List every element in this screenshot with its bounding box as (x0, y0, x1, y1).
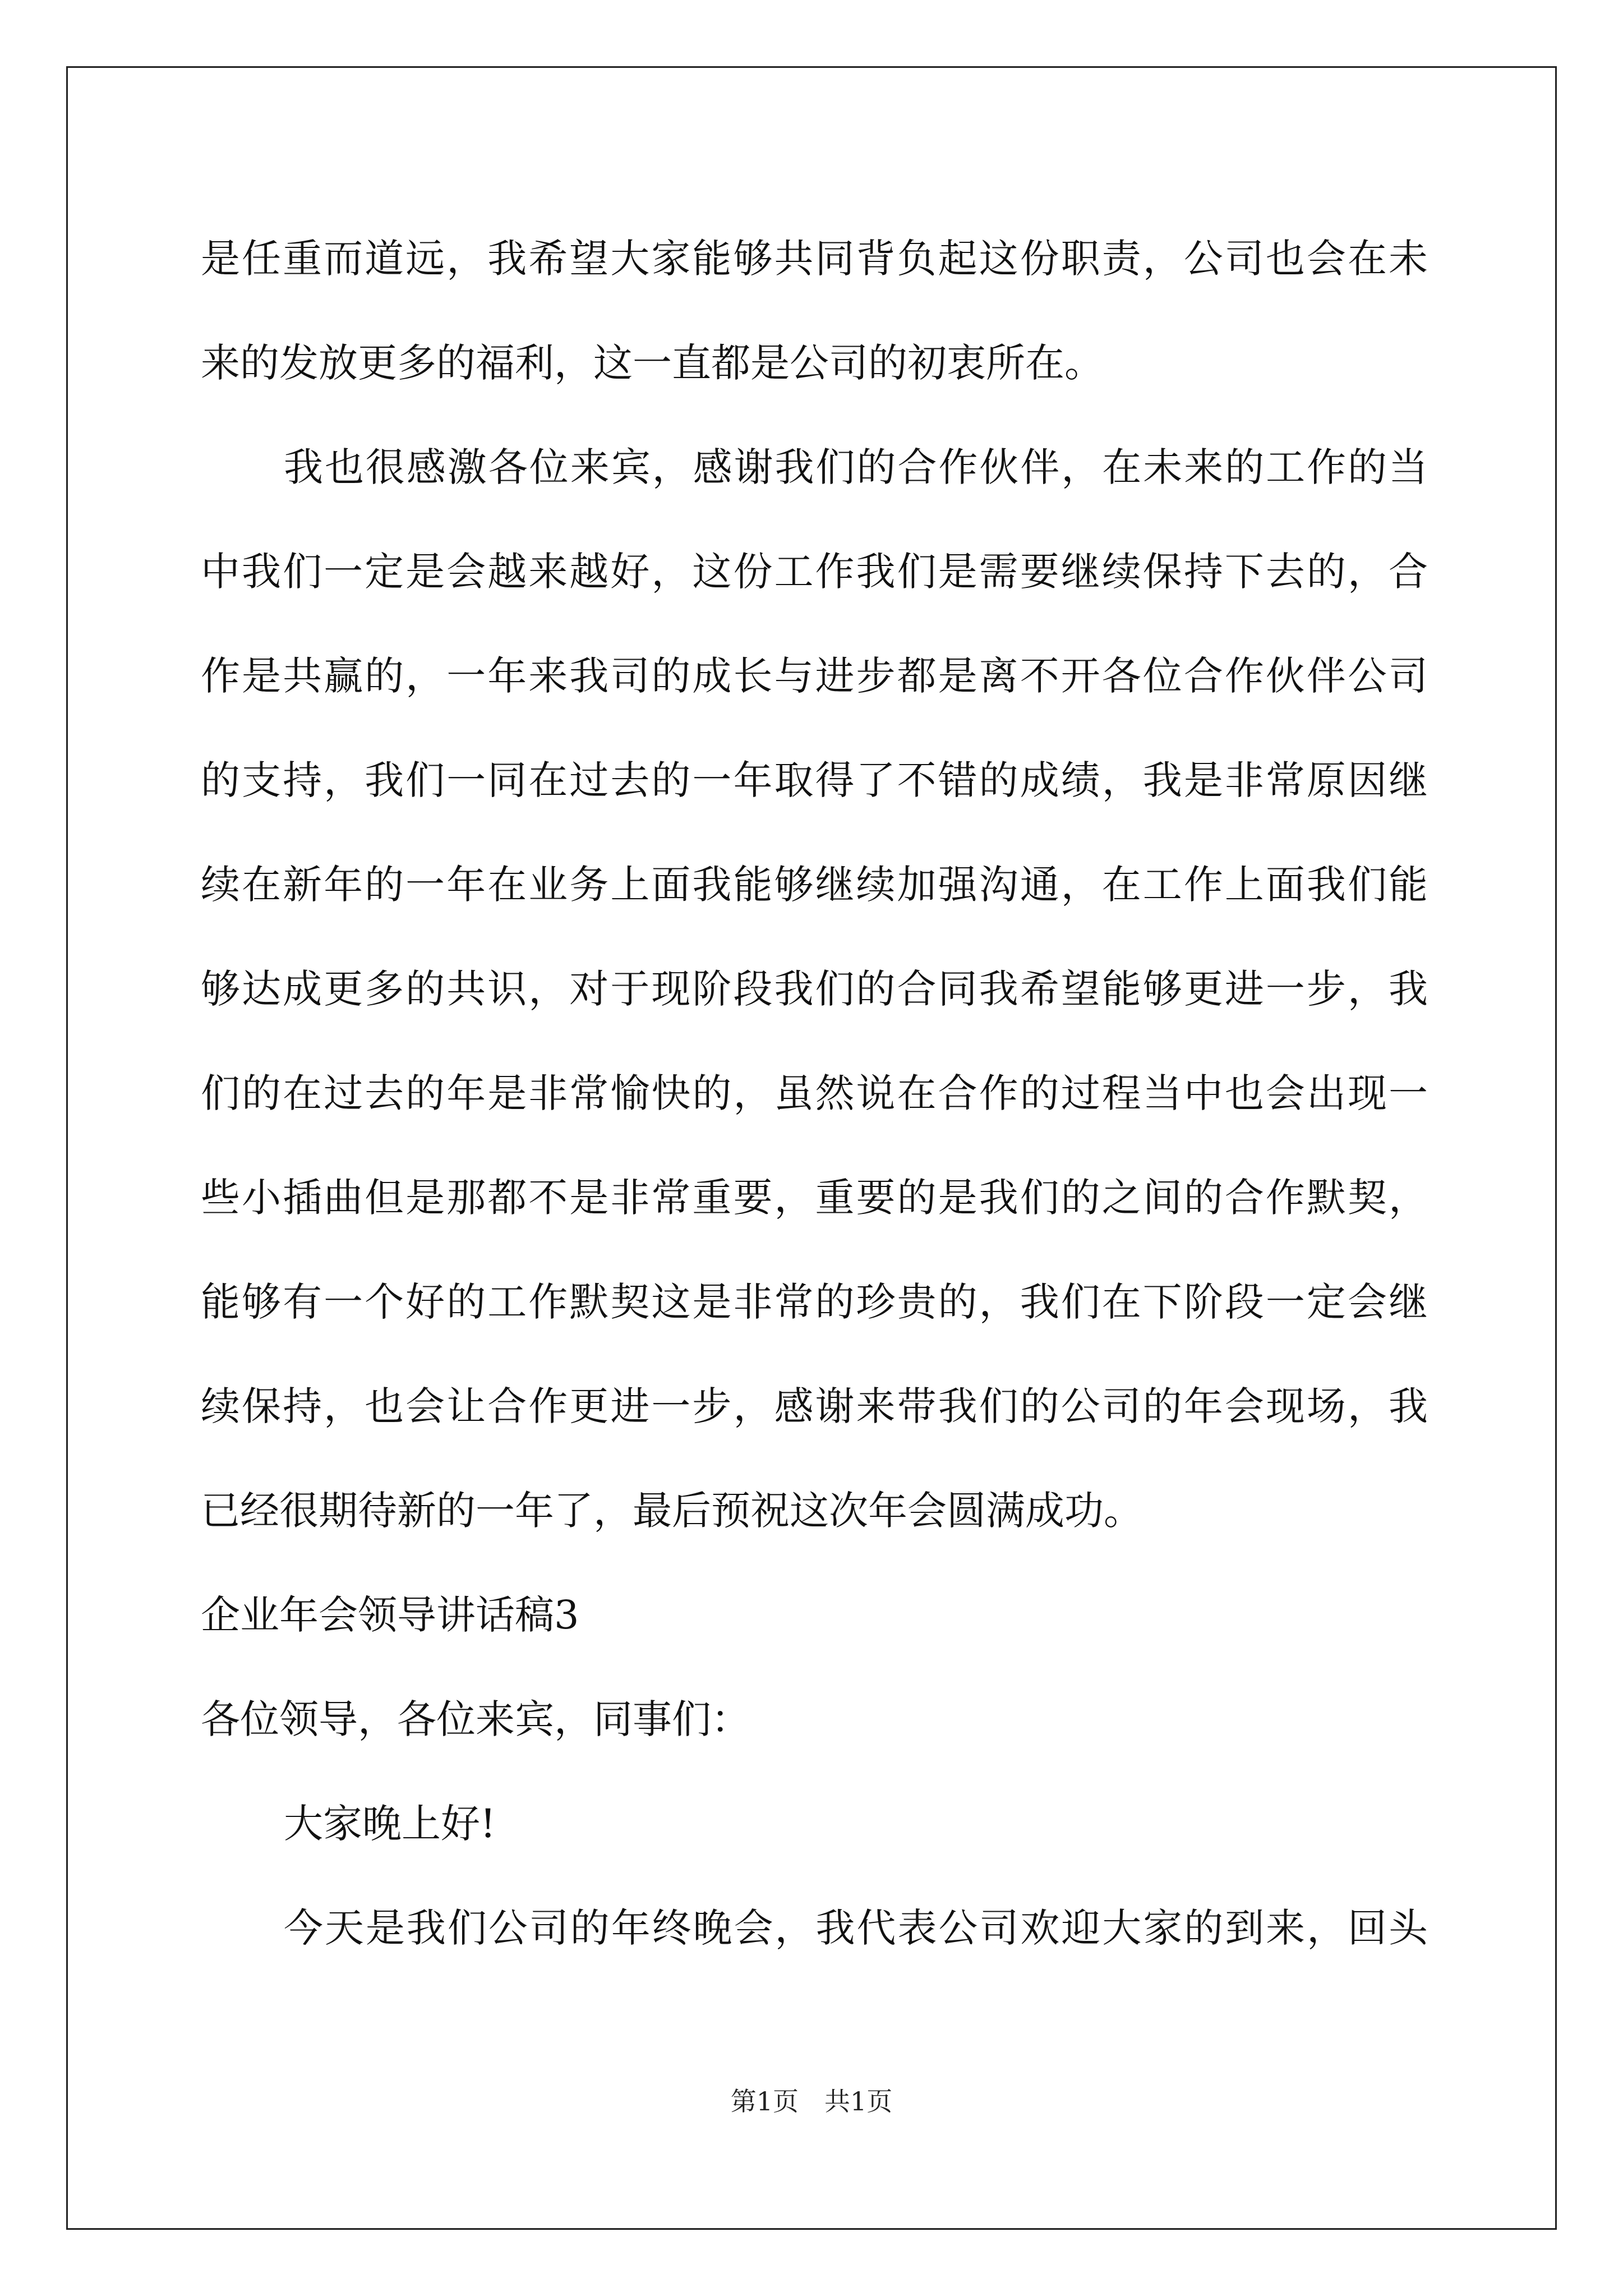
paragraph-line: 是任重而道远，我希望大家能够共同背负起这份职责，公司也会在未 (201, 236, 1428, 282)
paragraph-line: 续在新年的一年在业务上面我能够继续加强沟通，在工作上面我们能 (201, 862, 1428, 908)
paragraph-line: 续保持，也会让合作更进一步，感谢来带我们的公司的年会现场，我 (201, 1383, 1428, 1429)
paragraph-line: 们的在过去的年是非常愉快的，虽然说在合作的过程当中也会出现一 (201, 1070, 1428, 1116)
paragraph-line: 够达成更多的共识，对于现阶段我们的合同我希望能够更进一步，我 (201, 966, 1428, 1012)
paragraph-line: 已经很期待新的一年了，最后预祝这次年会圆满成功。 (201, 1488, 1143, 1534)
paragraph-line: 作是共赢的，一年来我司的成长与进步都是离不开各位合作伙伴公司 (201, 653, 1428, 699)
paragraph-line: 的支持，我们一同在过去的一年取得了不错的成绩，我是非常原因继 (201, 757, 1428, 803)
paragraph-line: 些小插曲但是那都不是非常重要，重要的是我们的之间的合作默契， (201, 1175, 1428, 1221)
document-body (201, 206, 1428, 1980)
paragraph-line: 能够有一个好的工作默契这是非常的珍贵的，我们在下阶段一定会继 (201, 1279, 1428, 1325)
paragraph-line: 来的发放更多的福利，这一直都是公司的初衷所在。 (201, 340, 1104, 386)
paragraph-line: 中我们一定是会越来越好，这份工作我们是需要继续保持下去的，合 (201, 549, 1428, 595)
greeting-line: 大家晚上好! (284, 1801, 496, 1847)
salutation-line: 各位领导，各位来宾，同事们： (201, 1696, 750, 1742)
page-number-footer: 第1页 共1页 (730, 2086, 893, 2116)
paragraph-line: 今天是我们公司的年终晚会，我代表公司欢迎大家的到来，回头 (284, 1905, 1428, 1951)
paragraph-line: 我也很感激各位来宾，感谢我们的合作伙伴，在未来的工作的当 (284, 444, 1428, 490)
section-heading: 企业年会领导讲话稿3 (201, 1592, 579, 1638)
